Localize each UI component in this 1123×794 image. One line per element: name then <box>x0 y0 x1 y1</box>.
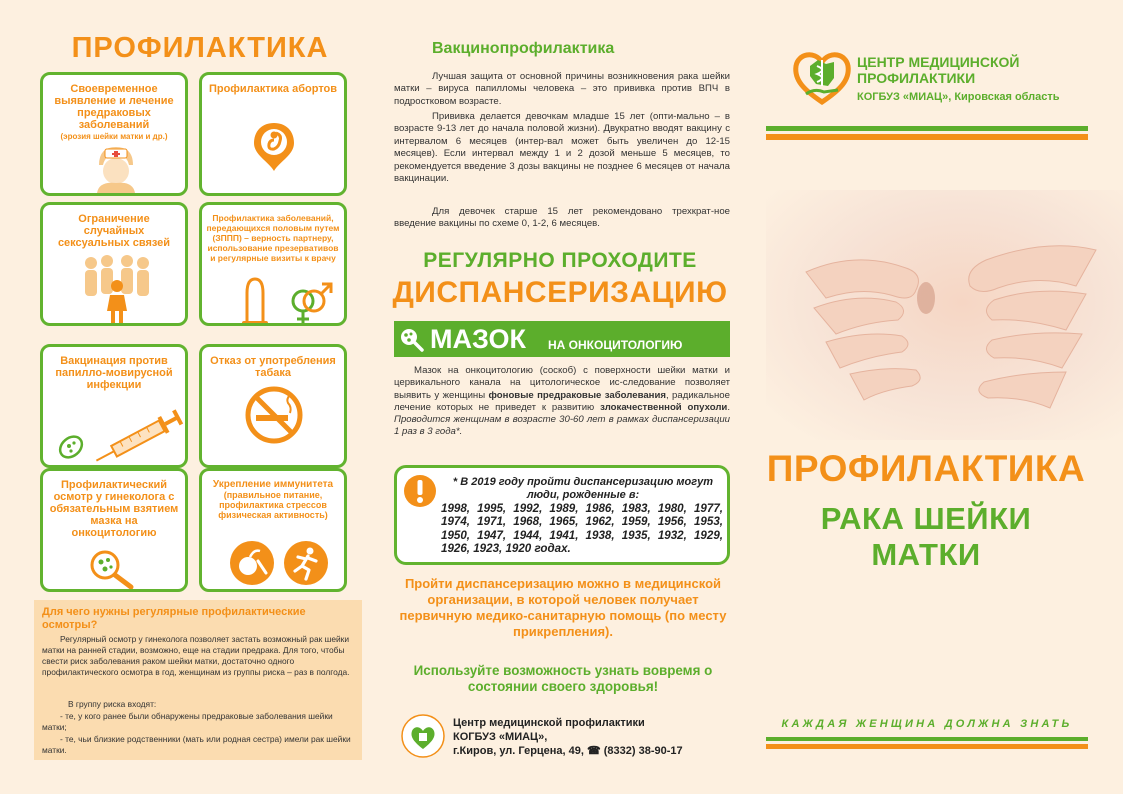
center-logo-icon <box>400 713 446 759</box>
card-gynecologist-checkup <box>40 468 188 592</box>
microscope-magnifier-icon <box>398 326 424 352</box>
divider-green-bottom <box>766 737 1088 741</box>
condom-icon <box>238 275 272 326</box>
center-logo-icon <box>790 44 854 108</box>
card-title: Профилактический осмотр у гинеколога с обязательным взятием мазка на онкоцитологию <box>49 479 179 539</box>
card-hpv-vaccination <box>40 344 188 468</box>
healthy-food-icon <box>228 539 276 587</box>
footer-address: г.Киров, ул. Герцена, 49, ☎ (8332) 38-90-17 <box>453 745 683 757</box>
birth-years-box <box>394 465 730 565</box>
divider-orange <box>766 134 1088 140</box>
card-title: Укрепление иммунитета (правильное питание, профилактика стрессов физическая активность) <box>206 479 340 520</box>
left-title: ПРОФИЛАКТИКА <box>71 32 329 64</box>
regularly-heading: РЕГУЛЯРНО ПРОХОДИТЕ <box>423 249 697 272</box>
card-subtitle: (правильное питание, профилактика стрессов физическая активность) <box>218 490 328 520</box>
card-subtitle: (эрозия шейки матки и др.) <box>60 132 168 141</box>
vaccination-title: Вакцинопрофилактика <box>432 40 615 57</box>
dispensary-heading: ДИСПАНСЕРИЗАЦИЮ <box>392 276 728 309</box>
info-title: Для чего нужны регулярные профилактические осмотры? <box>42 606 306 631</box>
vaccination-paragraph: Прививка делается девочкам младше 15 лет (опти-мально – в возрасте 9-13 лет до начала половой жизни). Двукратно вводят вакцину с интервалом 6 месяцев (интер-вал может быть увеличен до 12-15 месяцев). Если интервал между 1 и 2 дозой меньше 5 месяцев, то рекомендуется введение 3 дозы вакцины не позднее 6 месяцев от начала вакцинации. <box>394 111 730 185</box>
card-title: Своевременное выявление и лечение предраковых заболеваний (эрозия шейки матки и др.) <box>47 83 181 143</box>
card-title: Вакцинация против папилло-мовирусной инфекции <box>55 355 173 391</box>
vaccination-paragraph: Для девочек старше 15 лет рекомендовано трехкрат-ное введение вакцины по схеме 0, 1-2, 6 месяцев. <box>394 206 730 230</box>
birth-years-list: 1998, 1995, 1992, 1989, 1986, 1983, 1980, 1977, 1974, 1971, 1968, 1965, 1962, 1959, 1956, 1953, 1950, 1947, 1944, 1941, 1938, 1935, 1932, 1929, 1926, 1923, 1920 годах. <box>441 502 723 555</box>
card-title: Ограничение случайных сексуальных связей <box>57 213 171 249</box>
info-risk-group: В группу риска входят: <box>68 699 157 709</box>
people-group-icon <box>81 253 153 325</box>
gender-symbols-icon <box>286 279 336 326</box>
main-title: ПРОФИЛАКТИКА <box>766 448 1086 489</box>
card-quit-smoking <box>199 344 347 468</box>
smear-description: Мазок на онкоцитологию (соскоб) с поверхности шейки матки и цервикального канала на цитологическое ис-следование позволяет выявить у женщины фоновые предраковые заболевания, радикальное лечение которых не приведет к развитию злокачественной опухоли. Проводится женщинам в возрасте 30-60 лет в рамках диспансеризации 1 раз в 3 года*. <box>394 365 730 438</box>
running-person-icon <box>282 539 330 587</box>
slogan: КАЖДАЯ ЖЕНЩИНА ДОЛЖНА ЗНАТЬ <box>781 718 1073 730</box>
card-std-prevention <box>199 202 347 326</box>
smear-title: МАЗОК <box>430 324 527 354</box>
where-to-pass-text: Пройти диспансеризацию можно в медицинской организации, в которой человек получает первичную медико-санитарную помощь (по месту прикрепления). <box>399 576 727 639</box>
info-box <box>34 600 362 760</box>
footer-contact <box>453 716 683 758</box>
card-immunity <box>199 468 347 592</box>
exclamation-icon <box>403 474 437 508</box>
footer-org-short: КОГБУЗ «МИАЦ», <box>453 731 548 743</box>
card-title: Отказ от употребления табака <box>210 355 336 379</box>
info-paragraph: Регулярный осмотр у гинеколога позволяет застать возможный рак шейки матки на ранней стадии, возможно, еще на стадии предрака. Для того, чтобы свести риск заболевания раком шейки матки, достаточно одного профилактического осмотра в год, женщинам из группы риска – раз в полгода. <box>42 634 350 677</box>
card-precancer-detection <box>40 72 188 196</box>
vaccination-paragraph: Лучшая защита от основной причины возникновения рака шейки матки – вируса папилломы человека – это прививка против ВПЧ в подростковом возрасте. <box>394 71 730 107</box>
nurse-icon <box>91 143 141 193</box>
hands-on-belly-photo <box>766 190 1123 440</box>
card-abortion-prevention <box>199 72 347 196</box>
syringe-icon <box>57 407 187 468</box>
birth-years-lead: * В 2019 году пройти диспансеризацию могут люди, рожденные в: <box>452 476 714 501</box>
org-name-line3: КОГБУЗ «МИАЦ», Кировская область <box>857 91 1060 103</box>
main-subtitle: РАКА ШЕЙКИ МАТКИ <box>820 501 1032 572</box>
org-name-line2: ПРОФИЛАКТИКИ <box>857 70 976 86</box>
fetus-icon <box>252 121 296 173</box>
smear-banner <box>394 321 730 357</box>
card-limit-casual-relations <box>40 202 188 326</box>
divider-orange-bottom <box>766 744 1088 749</box>
smear-subtitle: НА ОНКОЦИТОЛОГИЮ <box>548 338 683 352</box>
no-smoking-icon <box>244 385 304 445</box>
footer-org: Центр медицинской профилактики <box>453 717 645 729</box>
card-title: Профилактика заболеваний, передающихся половым путем (ЗППП) – верность партнеру, использование презервативов и регулярные визиты к врачу <box>206 213 340 263</box>
divider-green <box>766 126 1088 131</box>
magnifier-cells-icon <box>87 547 137 591</box>
card-title: Профилактика абортов <box>208 83 338 95</box>
use-opportunity-text: Используйте возможность узнать вовремя о состоянии своего здоровья! <box>413 663 713 694</box>
info-risk-item: - те, у кого ранее были обнаружены предраковые заболевания шейки матки; <box>42 711 333 732</box>
info-risk-item: - те, чьи близкие родственники (мать или родная сестра) имели рак шейки матки. <box>42 734 351 755</box>
org-name-line1: ЦЕНТР МЕДИЦИНСКОЙ <box>857 54 1020 70</box>
